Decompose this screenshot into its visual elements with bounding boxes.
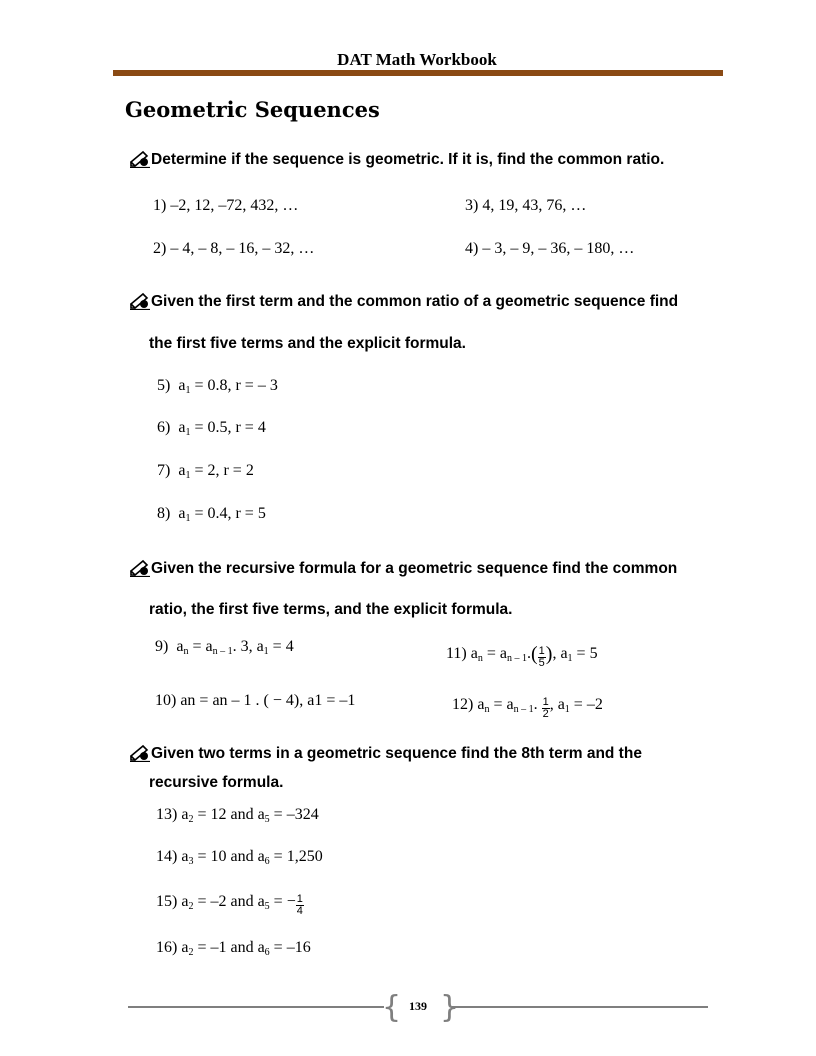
fraction: $\frac{1}{4}$ <box>296 893 303 917</box>
footer-brace-right: } <box>440 990 460 1025</box>
pencil-icon <box>130 292 150 310</box>
problem-3: 3) 4, 19, 43, 76, … <box>465 197 587 214</box>
problem-7: 7) $a_1 = 2$, r = 2 <box>157 462 254 481</box>
problem-13: 13) $a_2 = 12$ and $a_5 = -324$ <box>156 806 319 825</box>
page-number: 139 <box>409 999 427 1013</box>
pencil-icon <box>130 559 150 577</box>
problem-15: 15) $a_2 = -2$ and $a_5$ = − $\frac{1}{4}$ <box>156 893 303 917</box>
page-title: Geometric Sequences <box>125 97 380 122</box>
section2-instruction-cont: the first five terms and the explicit formula. <box>149 335 466 352</box>
section2-instruction: Given the first term and the common ratio of a geometric sequence find <box>130 292 678 311</box>
problem-5: 5) $a_1 = 0.8$, r = – 3 <box>157 377 278 396</box>
pencil-icon <box>130 150 150 168</box>
footer-rule-right <box>452 1006 708 1008</box>
problem-16: 16) $a_2 = -1$ and $a_6 = -16$ <box>156 939 311 958</box>
problem-9: 9) $a_n = a_{n - 1}$. 3, $a_1 = 4$ <box>155 638 294 657</box>
fraction: $\frac{1}{5}$ <box>538 645 545 669</box>
section3-instruction-cont: ratio, the first five terms, and the explicit formula. <box>149 601 513 618</box>
problem-11: 11) $a_n = a_{n - 1}$.( $\frac{1}{5}$ ), $a_1 = 5$ <box>446 643 598 669</box>
header-rule <box>113 70 723 76</box>
problem-14: 14) $a_3 = 10$ and $a_6 = 1,250$ <box>156 848 323 867</box>
problem-12: 12) $a_n = a_{n - 1}$. $\frac{1}{2}$ , $a_1 = -2$ <box>452 696 603 720</box>
footer-rule-left <box>128 1006 384 1008</box>
footer-brace-left: { <box>382 990 402 1025</box>
problem-1: 1) –2, 12, –72, 432, … <box>153 197 299 214</box>
pencil-icon <box>130 744 150 762</box>
problem-4: 4) – 3, – 9, – 36, – 180, … <box>465 240 635 257</box>
section4-instruction: Given two terms in a geometric sequence find the 8th term and the <box>130 744 642 763</box>
problem-2: 2) – 4, – 8, – 16, – 32, … <box>153 240 315 257</box>
header-title: DAT Math Workbook <box>337 50 497 69</box>
section4-instruction-cont: recursive formula. <box>149 774 284 791</box>
problem-8: 8) $a_1 = 0.4$, r = 5 <box>157 505 266 524</box>
fraction: $\frac{1}{2}$ <box>542 696 549 720</box>
problem-6: 6) $a_1 = 0.5$, r = 4 <box>157 419 266 438</box>
section3-instruction: Given the recursive formula for a geometric sequence find the common <box>130 559 677 578</box>
problem-10: 10) an = an – 1 . ( − 4), a1 = –1 <box>155 692 356 709</box>
section1-instruction: Determine if the sequence is geometric. If it is, find the common ratio. <box>130 150 664 169</box>
